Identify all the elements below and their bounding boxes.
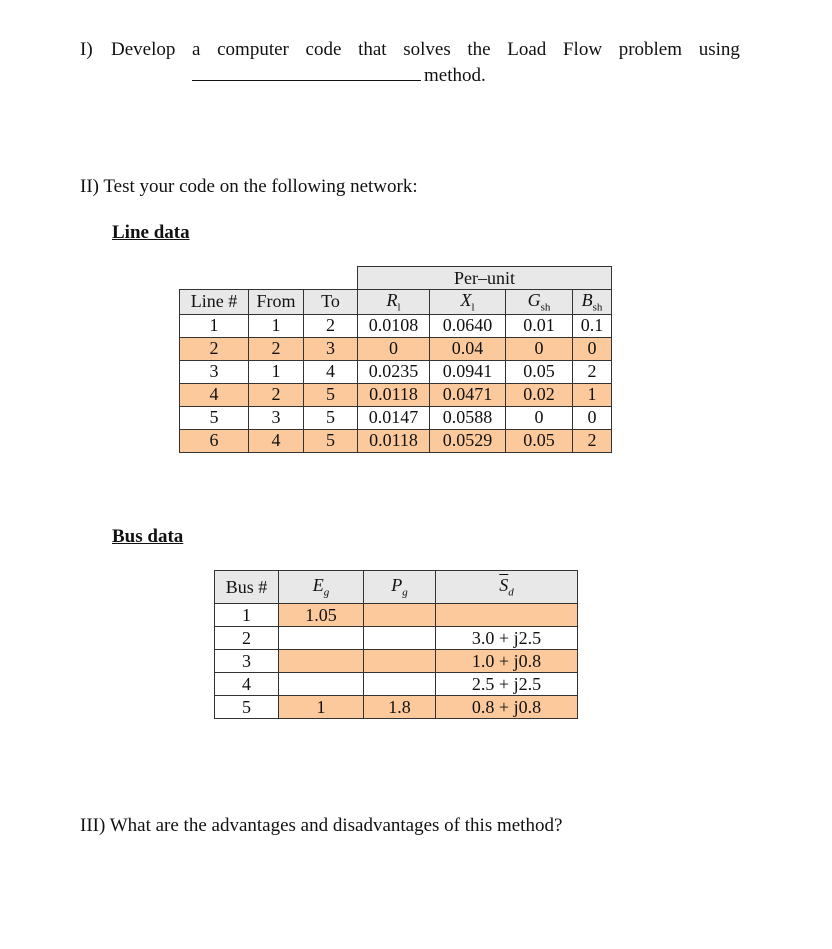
col-to: To [304, 290, 358, 315]
table-row: 3 1.0 + j0.8 [215, 650, 578, 673]
col-from: From [249, 290, 304, 315]
col-g: $G_{sh}$ [506, 290, 573, 315]
q1-word: problem [618, 39, 683, 60]
table-row: 4 2 5 0.0118 0.0471 0.02 1 [180, 383, 612, 406]
table-row: 3 1 4 0.0235 0.0941 0.05 2 [180, 360, 612, 383]
question-2: II) Test your code on the following network: [80, 176, 418, 197]
q1-word: solves [403, 39, 451, 60]
bus-data-table [214, 570, 578, 719]
q1-word: Develop [111, 39, 176, 60]
question-1-number: I) [80, 39, 93, 60]
table-row: 5 1 1.8 0.8 + j0.8 [215, 696, 578, 719]
line-data-table [179, 266, 612, 453]
line-data-heading: Line data [112, 222, 190, 243]
col-eg: $E_g$ [279, 571, 364, 604]
question-1-line-1 [111, 38, 740, 61]
q1-line2-text: method. [424, 65, 486, 86]
q1-word: the [467, 39, 491, 60]
col-line: Line # [180, 290, 249, 315]
q1-word: code [305, 39, 342, 60]
fill-in-blank [192, 62, 421, 81]
col-sd: $\overline{S}_d$ [436, 571, 578, 604]
q1-word: a [192, 39, 201, 60]
table-header-row [180, 267, 612, 290]
q1-word: Load [507, 39, 547, 60]
question-3: III) What are the advantages and disadvantages of this method? [80, 815, 563, 836]
q1-word: computer [217, 39, 289, 60]
col-bus: Bus # [215, 571, 279, 604]
col-b: $B_{sh}$ [573, 290, 612, 315]
table-header-row [215, 571, 578, 604]
q1-word: that [358, 39, 387, 60]
col-x: $X_l$ [430, 290, 506, 315]
q1-word: using [698, 39, 740, 60]
bus-data-heading: Bus data [112, 526, 184, 547]
per-unit-header: Per–unit [358, 267, 612, 290]
question-1-line-2 [192, 62, 486, 87]
col-pg: $P_g$ [364, 571, 436, 604]
table-row: 1 1 2 0.0108 0.0640 0.01 0.1 [180, 314, 612, 337]
table-header-row [180, 290, 612, 315]
col-r: $R_l$ [358, 290, 430, 315]
table-row: 2 3.0 + j2.5 [215, 627, 578, 650]
table-row: 5 3 5 0.0147 0.0588 0 0 [180, 406, 612, 429]
q1-word: Flow [562, 39, 603, 60]
table-row: 1 1.05 [215, 604, 578, 627]
table-row: 6 4 5 0.0118 0.0529 0.05 2 [180, 429, 612, 452]
table-row: 2 2 3 0 0.04 0 0 [180, 337, 612, 360]
table-row: 4 2.5 + j2.5 [215, 673, 578, 696]
